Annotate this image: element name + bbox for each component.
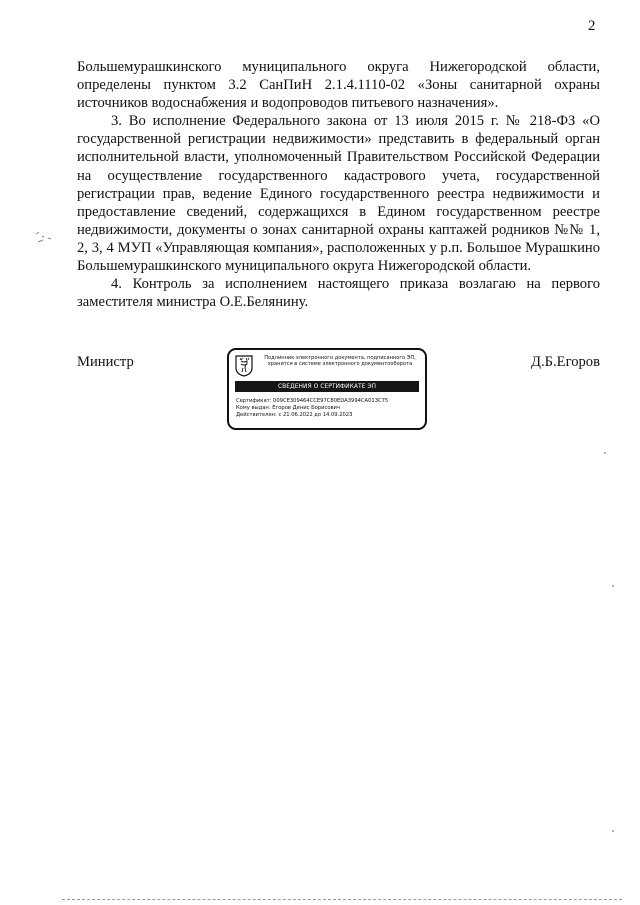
scan-speck [612,585,614,587]
issued-to-label: Кому выдан: [236,405,271,411]
scan-speck [604,452,606,454]
signatory-role: Министр [77,354,134,370]
electronic-signature-stamp [227,348,427,430]
validity-row [236,412,420,419]
margin-scan-mark [34,228,58,248]
issued-to-row [236,405,420,412]
signature-block [77,348,600,438]
document-body [77,58,600,311]
stamp-certificate-header: СВЕДЕНИЯ О СЕРТИФИКАТЕ ЭП [235,381,419,392]
paragraph-continuation: Большемурашкинского муниципального округа Нижегородской области, определены пунктом 3.2 СанПиН 2.1.4.1110-02 «Зоны санитарной охраны источников водоснабжения и водопроводов питьевого назначения». [77,59,600,112]
stamp-caption [259,355,421,368]
stamp-caption-line-2: хранится в системе электронного документооборота [267,361,413,368]
coat-of-arms-deer-icon [235,355,253,377]
validity-label: Действителен: [236,412,277,418]
page-bottom-edge [62,899,622,901]
stamp-certificate-details [236,398,420,419]
paragraph-item-3: 3. Во исполнение Федерального закона от 13 июля 2015 г. № 218-ФЗ «О государственной регистрации недвижимости» представить в федеральный орган исполнительной власти, уполномоченный Правительством Российской Федерации на осуществление государственного кадастрового учета, государственной регистрации прав, ведение Единого государственного реестра недвижимости и предоставление сведений, содержащихся в Едином государственном реестре недвижимости, документы о зонах санитарной охраны каптажей родников №№ 1, 2, 3, 4 МУП «Управляющая компания», расположенных у р.п. Большое Мурашкино Большемурашкинского муниципального округа Нижегородской области. [77,113,600,275]
issued-to-value: Егоров Денис Борисович [272,405,340,411]
stamp-caption-line-1: Подлинник электронного документа, подписанного ЭП, [264,355,416,361]
certificate-row [236,398,420,405]
certificate-value: 009CE309464CCE97C80EDA3994CA013C75 [273,398,389,404]
certificate-label: Сертификат: [236,398,272,404]
scan-speck [612,830,614,832]
page-number: 2 [588,18,596,34]
paragraph-item-4: 4. Контроль за исполнением настоящего приказа возлагаю на первого заместителя министра О.Е.Белянину. [77,276,600,311]
validity-value: с 21.06.2022 до 14.09.2023 [278,412,353,418]
signatory-name: Д.Б.Егоров [531,354,600,370]
